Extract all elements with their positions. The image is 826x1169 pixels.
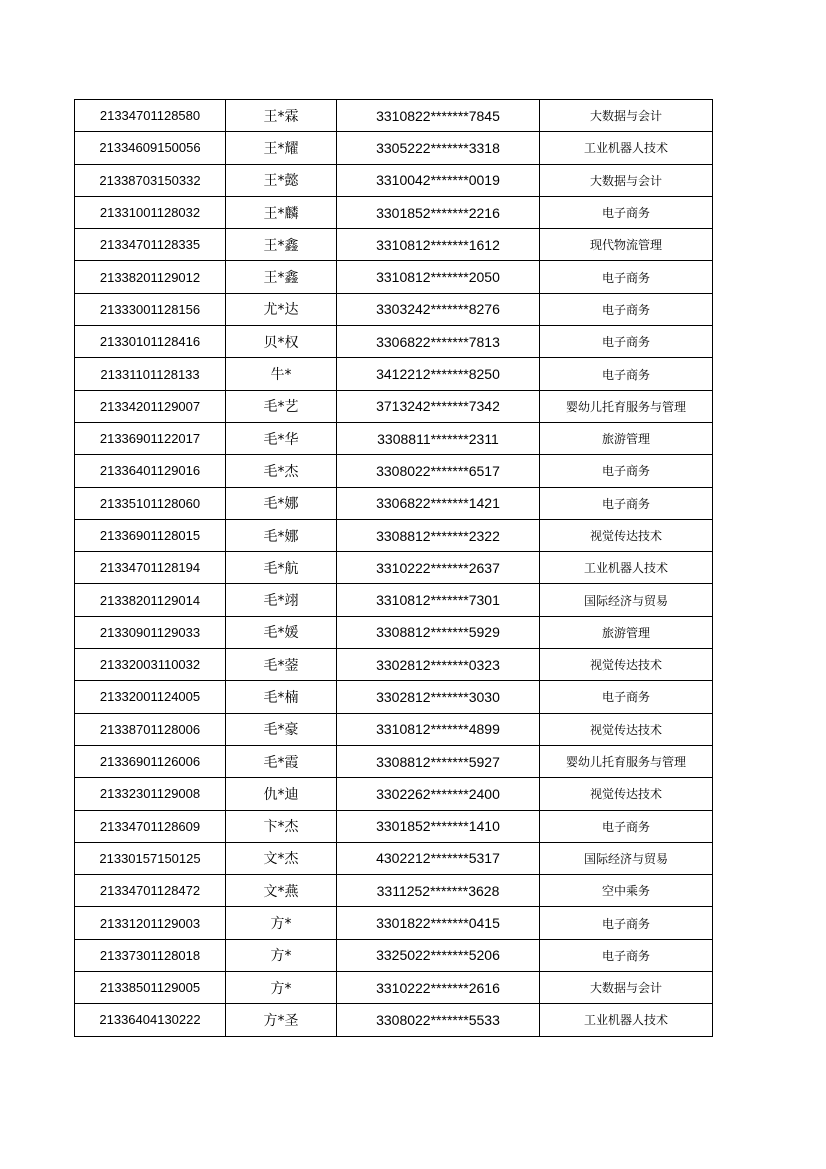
- table-row: [75, 455, 713, 487]
- major-cell: 视觉传达技术: [540, 778, 713, 810]
- id-card-cell: 3303242*******8276: [337, 293, 540, 325]
- student-name-cell: 文*燕: [226, 875, 337, 907]
- id-card-cell: 3310042*******0019: [337, 164, 540, 196]
- student-name-cell: 王*耀: [226, 132, 337, 164]
- major-cell: 大数据与会计: [540, 100, 713, 132]
- id-card-cell: 3306822*******1421: [337, 487, 540, 519]
- student-name-cell: 王*懿: [226, 164, 337, 196]
- exam-number-cell: 21334701128609: [75, 810, 226, 842]
- student-name-cell: 毛*媛: [226, 616, 337, 648]
- major-cell: 视觉传达技术: [540, 713, 713, 745]
- exam-number-cell: 21338701128006: [75, 713, 226, 745]
- major-cell: 婴幼儿托育服务与管理: [540, 745, 713, 777]
- major-cell: 工业机器人技术: [540, 132, 713, 164]
- table-row: [75, 326, 713, 358]
- table-row: [75, 229, 713, 261]
- student-name-cell: 牛*: [226, 358, 337, 390]
- major-cell: 电子商务: [540, 358, 713, 390]
- exam-number-cell: 21332003110032: [75, 649, 226, 681]
- id-card-cell: 4302212*******5317: [337, 842, 540, 874]
- table-row: [75, 875, 713, 907]
- major-cell: 工业机器人技术: [540, 552, 713, 584]
- id-card-cell: 3301852*******2216: [337, 196, 540, 228]
- table-row: [75, 390, 713, 422]
- exam-number-cell: 21334201129007: [75, 390, 226, 422]
- id-card-cell: 3310822*******7845: [337, 100, 540, 132]
- id-card-cell: 3308812*******5927: [337, 745, 540, 777]
- major-cell: 电子商务: [540, 907, 713, 939]
- student-name-cell: 方*: [226, 972, 337, 1004]
- id-card-cell: 3310812*******1612: [337, 229, 540, 261]
- student-name-cell: 仇*迪: [226, 778, 337, 810]
- major-cell: 大数据与会计: [540, 972, 713, 1004]
- table-row: [75, 810, 713, 842]
- exam-number-cell: 21330101128416: [75, 326, 226, 358]
- id-card-cell: 3310812*******4899: [337, 713, 540, 745]
- exam-number-cell: 21331201129003: [75, 907, 226, 939]
- student-name-cell: 毛*楠: [226, 681, 337, 713]
- exam-number-cell: 21336901126006: [75, 745, 226, 777]
- table-row: [75, 100, 713, 132]
- id-card-cell: 3308811*******2311: [337, 422, 540, 454]
- student-name-cell: 毛*杰: [226, 455, 337, 487]
- table-row: [75, 164, 713, 196]
- table-row: [75, 584, 713, 616]
- major-cell: 大数据与会计: [540, 164, 713, 196]
- id-card-cell: 3308812*******2322: [337, 519, 540, 551]
- major-cell: 电子商务: [540, 326, 713, 358]
- exam-number-cell: 21338201129012: [75, 261, 226, 293]
- table-row: [75, 519, 713, 551]
- id-card-cell: 3302812*******3030: [337, 681, 540, 713]
- table-row: [75, 261, 713, 293]
- id-card-cell: 3311252*******3628: [337, 875, 540, 907]
- student-name-cell: 卞*杰: [226, 810, 337, 842]
- exam-number-cell: 21338201129014: [75, 584, 226, 616]
- major-cell: 电子商务: [540, 939, 713, 971]
- major-cell: 电子商务: [540, 487, 713, 519]
- student-name-cell: 毛*娜: [226, 487, 337, 519]
- student-name-cell: 王*鑫: [226, 229, 337, 261]
- major-cell: 电子商务: [540, 455, 713, 487]
- table-row: [75, 649, 713, 681]
- student-name-cell: 毛*豪: [226, 713, 337, 745]
- student-name-cell: 王*霖: [226, 100, 337, 132]
- exam-number-cell: 21333001128156: [75, 293, 226, 325]
- student-name-cell: 尤*达: [226, 293, 337, 325]
- id-card-cell: 3310222*******2616: [337, 972, 540, 1004]
- major-cell: 现代物流管理: [540, 229, 713, 261]
- major-cell: 旅游管理: [540, 422, 713, 454]
- id-card-cell: 3305222*******3318: [337, 132, 540, 164]
- table-row: [75, 552, 713, 584]
- student-name-cell: 毛*华: [226, 422, 337, 454]
- id-card-cell: 3310812*******2050: [337, 261, 540, 293]
- exam-number-cell: 21336401129016: [75, 455, 226, 487]
- id-card-cell: 3301852*******1410: [337, 810, 540, 842]
- student-name-cell: 文*杰: [226, 842, 337, 874]
- id-card-cell: 3308812*******5929: [337, 616, 540, 648]
- major-cell: 国际经济与贸易: [540, 842, 713, 874]
- exam-number-cell: 21336901128015: [75, 519, 226, 551]
- exam-number-cell: 21336901122017: [75, 422, 226, 454]
- table-row: [75, 778, 713, 810]
- table-row: [75, 842, 713, 874]
- student-name-cell: 王*鑫: [226, 261, 337, 293]
- major-cell: 视觉传达技术: [540, 519, 713, 551]
- exam-number-cell: 21331101128133: [75, 358, 226, 390]
- exam-number-cell: 21331001128032: [75, 196, 226, 228]
- exam-number-cell: 21335101128060: [75, 487, 226, 519]
- table-row: [75, 358, 713, 390]
- table-row: [75, 196, 713, 228]
- student-name-cell: 毛*航: [226, 552, 337, 584]
- student-name-cell: 毛*翊: [226, 584, 337, 616]
- table-row: [75, 132, 713, 164]
- id-card-cell: 3310222*******2637: [337, 552, 540, 584]
- id-card-cell: 3325022*******5206: [337, 939, 540, 971]
- student-name-cell: 毛*艺: [226, 390, 337, 422]
- student-name-cell: 方*: [226, 907, 337, 939]
- table-row: [75, 616, 713, 648]
- id-card-cell: 3306822*******7813: [337, 326, 540, 358]
- exam-number-cell: 21330901129033: [75, 616, 226, 648]
- id-card-cell: 3301822*******0415: [337, 907, 540, 939]
- table-row: [75, 487, 713, 519]
- table-row: [75, 422, 713, 454]
- id-card-cell: 3412212*******8250: [337, 358, 540, 390]
- student-name-cell: 贝*权: [226, 326, 337, 358]
- id-card-cell: 3713242*******7342: [337, 390, 540, 422]
- table-row: [75, 1004, 713, 1036]
- id-card-cell: 3310812*******7301: [337, 584, 540, 616]
- exam-number-cell: 21334701128335: [75, 229, 226, 261]
- table-row: [75, 713, 713, 745]
- exam-number-cell: 21332301129008: [75, 778, 226, 810]
- exam-number-cell: 21334701128580: [75, 100, 226, 132]
- student-name-cell: 方*: [226, 939, 337, 971]
- exam-number-cell: 21334609150056: [75, 132, 226, 164]
- major-cell: 旅游管理: [540, 616, 713, 648]
- table-row: [75, 972, 713, 1004]
- major-cell: 电子商务: [540, 196, 713, 228]
- table-row: [75, 681, 713, 713]
- table-row: [75, 939, 713, 971]
- major-cell: 电子商务: [540, 681, 713, 713]
- table-row: [75, 907, 713, 939]
- exam-number-cell: 21338501129005: [75, 972, 226, 1004]
- id-card-cell: 3308022*******5533: [337, 1004, 540, 1036]
- exam-number-cell: 21334701128194: [75, 552, 226, 584]
- student-name-cell: 毛*霞: [226, 745, 337, 777]
- exam-number-cell: 21332001124005: [75, 681, 226, 713]
- roster-table-body: [75, 100, 713, 1037]
- major-cell: 电子商务: [540, 810, 713, 842]
- exam-number-cell: 21336404130222: [75, 1004, 226, 1036]
- exam-number-cell: 21330157150125: [75, 842, 226, 874]
- exam-number-cell: 21334701128472: [75, 875, 226, 907]
- student-name-cell: 王*麟: [226, 196, 337, 228]
- major-cell: 国际经济与贸易: [540, 584, 713, 616]
- exam-number-cell: 21337301128018: [75, 939, 226, 971]
- id-card-cell: 3308022*******6517: [337, 455, 540, 487]
- table-row: [75, 745, 713, 777]
- student-name-cell: 方*圣: [226, 1004, 337, 1036]
- student-name-cell: 毛*蓥: [226, 649, 337, 681]
- exam-number-cell: 21338703150332: [75, 164, 226, 196]
- id-card-cell: 3302812*******0323: [337, 649, 540, 681]
- major-cell: 电子商务: [540, 261, 713, 293]
- roster-table: [74, 99, 713, 1037]
- major-cell: 婴幼儿托育服务与管理: [540, 390, 713, 422]
- major-cell: 空中乘务: [540, 875, 713, 907]
- table-row: [75, 293, 713, 325]
- major-cell: 视觉传达技术: [540, 649, 713, 681]
- id-card-cell: 3302262*******2400: [337, 778, 540, 810]
- major-cell: 电子商务: [540, 293, 713, 325]
- major-cell: 工业机器人技术: [540, 1004, 713, 1036]
- student-name-cell: 毛*娜: [226, 519, 337, 551]
